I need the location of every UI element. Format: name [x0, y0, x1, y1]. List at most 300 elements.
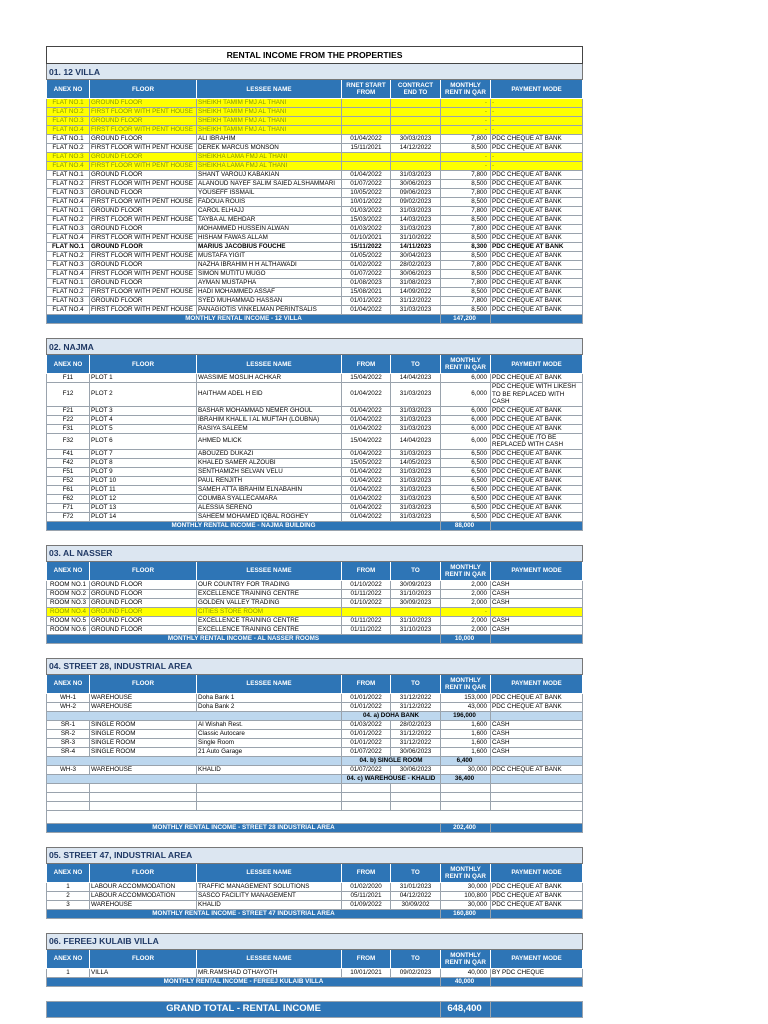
- cell-monthly-rent: 7,800: [441, 135, 491, 144]
- cell-floor: GROUND FLOOR: [90, 589, 197, 598]
- cell-lessee-name: SHEIKHA LAMA FMJ AL THANI: [197, 153, 342, 162]
- cell-floor: PLOT 13: [90, 503, 197, 512]
- column-header-lessee-name: LESSEE NAME: [197, 561, 342, 580]
- cell-from: 15/08/2021: [342, 288, 391, 297]
- cell-lessee-name: FADOUA ROUIS: [197, 198, 342, 207]
- cell-to: 14/05/2023: [391, 458, 441, 467]
- blank-cell: [391, 783, 441, 792]
- table-row: [47, 153, 583, 162]
- cell-from: 01/04/2022: [342, 406, 391, 415]
- cell-lessee-name: ALANOUD NAYEF SALIM SAIED ALSHAMMARI: [197, 180, 342, 189]
- cell-from: 01/11/2022: [342, 589, 391, 598]
- cell-to: 14/03/2023: [391, 216, 441, 225]
- cell-anex-no: FLAT NO.2: [47, 108, 90, 117]
- cell-monthly-rent: 2,000: [441, 589, 491, 598]
- cell-monthly-rent: 8,300: [441, 243, 491, 252]
- table-row: [47, 882, 583, 891]
- cell-anex-no: FLAT NO.2: [47, 180, 90, 189]
- cell-from: 01/02/2020: [342, 882, 391, 891]
- table-row: [47, 598, 583, 607]
- cell-floor: PLOT 9: [90, 467, 197, 476]
- cell-monthly-rent: 8,500: [441, 198, 491, 207]
- cell-lessee-name: Classic Autocare: [197, 729, 342, 738]
- cell-lessee-name: HISHAM FAWAS ALLAM: [197, 234, 342, 243]
- cell-payment-mode: CASH: [491, 720, 583, 729]
- table-row: [47, 234, 583, 243]
- blank-cell: [491, 792, 583, 801]
- cell-floor: FIRST FLOOR WITH PENT HOUSE: [90, 198, 197, 207]
- cell-anex-no: ROOM NO.1: [47, 580, 90, 589]
- cell-lessee-name: Doha Bank 2: [197, 702, 342, 711]
- section-total-label: MONTHLY RENTAL INCOME - NAJMA BUILDING: [47, 521, 441, 530]
- cell-payment-mode: -: [491, 117, 583, 126]
- column-header-anex-no: ANEX NO: [47, 674, 90, 693]
- section-total-empty: [491, 315, 583, 324]
- column-header-anex-no: ANEX NO: [47, 561, 90, 580]
- cell-lessee-name: TAYBA AL MEHDAR: [197, 216, 342, 225]
- cell-payment-mode: PDC CHEQUE AT BANK: [491, 243, 583, 252]
- section-spacer: [47, 643, 583, 658]
- cell-lessee-name: EXCELLENCE TRAINING CENTRE: [197, 616, 342, 625]
- table-row: [47, 415, 583, 424]
- cell-from: 01/01/2022: [342, 693, 391, 702]
- cell-payment-mode: -: [491, 108, 583, 117]
- section-total-empty: [491, 977, 583, 986]
- spacer-cell: [47, 832, 583, 847]
- blank-cell: [197, 801, 342, 810]
- cell-payment-mode: PDC CHEQUE AT BANK: [491, 882, 583, 891]
- cell-floor: PLOT 5: [90, 424, 197, 433]
- subtotal-row: [47, 774, 583, 783]
- cell-floor: WAREHOUSE: [90, 765, 197, 774]
- section-spacer: [47, 324, 583, 339]
- section-total-label: MONTHLY RENTAL INCOME - STREET 47 INDUSTRIAL AREA: [47, 909, 441, 918]
- cell-lessee-name: KHALID: [197, 765, 342, 774]
- grand-total-label: GRAND TOTAL - RENTAL INCOME: [47, 1001, 441, 1017]
- cell-anex-no: F21: [47, 406, 90, 415]
- column-header-row: [47, 561, 583, 580]
- subtotal-label: 04. a) DOHA BANK: [342, 711, 441, 720]
- cell-monthly-rent: 6,000: [441, 415, 491, 424]
- cell-from: [342, 153, 391, 162]
- cell-monthly-rent: 6,500: [441, 494, 491, 503]
- cell-monthly-rent: 6,000: [441, 383, 491, 407]
- cell-from: 10/01/2022: [342, 198, 391, 207]
- title-row: [47, 47, 583, 64]
- cell-floor: PLOT 3: [90, 406, 197, 415]
- table-row: [47, 589, 583, 598]
- cell-lessee-name: IBRAHIM KHALIL I AL MUFTAH (LOUBNA): [197, 415, 342, 424]
- table-row: [47, 424, 583, 433]
- cell-monthly-rent: -: [441, 117, 491, 126]
- cell-from: 01/01/2022: [342, 738, 391, 747]
- column-header-to: CONTRACT END TO: [391, 80, 441, 99]
- subtotal-label: 04. c) WAREHOUSE - KHALID: [342, 774, 441, 783]
- cell-lessee-name: EXCELLENCE TRAINING CENTRE: [197, 589, 342, 598]
- cell-monthly-rent: -: [441, 607, 491, 616]
- spacer-cell: [47, 324, 583, 339]
- cell-payment-mode: PDC CHEQUE AT BANK: [491, 503, 583, 512]
- cell-payment-mode: PDC CHEQUE AT BANK: [491, 252, 583, 261]
- cell-payment-mode: PDC CHEQUE AT BANK: [491, 485, 583, 494]
- blank-cell: [197, 792, 342, 801]
- cell-to: 30/06/2023: [391, 747, 441, 756]
- column-header-anex-no: ANEX NO: [47, 355, 90, 374]
- cell-to: 31/03/2023: [391, 207, 441, 216]
- table-row: [47, 693, 583, 702]
- cell-from: 10/01/2021: [342, 968, 391, 977]
- cell-lessee-name: AHMED MLICK: [197, 433, 342, 449]
- cell-payment-mode: PDC CHEQUE AT BANK: [491, 135, 583, 144]
- cell-anex-no: FLAT NO.1: [47, 99, 90, 108]
- cell-to: 28/02/2023: [391, 261, 441, 270]
- grand-total-row: [47, 1001, 583, 1017]
- section-header: [47, 545, 583, 561]
- column-header-from: FROM: [342, 674, 391, 693]
- cell-payment-mode: PDC CHEQUE AT BANK: [491, 144, 583, 153]
- cell-floor: LABOUR ACCOMMODATION: [90, 882, 197, 891]
- cell-anex-no: FLAT NO.4: [47, 162, 90, 171]
- cell-monthly-rent: 7,800: [441, 279, 491, 288]
- cell-lessee-name: SHANT VAROUJ KABAKIAN: [197, 171, 342, 180]
- table-row: [47, 729, 583, 738]
- column-header-row: [47, 949, 583, 968]
- table-row: [47, 458, 583, 467]
- cell-to: 04/12/2022: [391, 891, 441, 900]
- cell-payment-mode: CASH: [491, 625, 583, 634]
- cell-anex-no: FLAT NO.4: [47, 270, 90, 279]
- cell-from: 01/07/2022: [342, 270, 391, 279]
- cell-to: 14/09/2022: [391, 288, 441, 297]
- cell-monthly-rent: 8,500: [441, 234, 491, 243]
- cell-floor: GROUND FLOOR: [90, 598, 197, 607]
- cell-lessee-name: SHEIKH TAMIM FMJ AL THANI: [197, 117, 342, 126]
- cell-floor: PLOT 6: [90, 433, 197, 449]
- cell-monthly-rent: 6,500: [441, 458, 491, 467]
- blank-cell: [47, 801, 90, 810]
- cell-anex-no: FLAT NO.1: [47, 171, 90, 180]
- cell-floor: PLOT 1: [90, 374, 197, 383]
- cell-floor: GROUND FLOOR: [90, 261, 197, 270]
- table-row: [47, 891, 583, 900]
- cell-anex-no: FLAT NO.1: [47, 279, 90, 288]
- cell-floor: GROUND FLOOR: [90, 243, 197, 252]
- cell-floor: PLOT 11: [90, 485, 197, 494]
- table-row: [47, 162, 583, 171]
- cell-anex-no: F22: [47, 415, 90, 424]
- blank-cell: [441, 783, 491, 792]
- subtotal-spacer: [47, 774, 342, 783]
- cell-to: 09/02/2023: [391, 968, 441, 977]
- cell-from: 01/03/2022: [342, 225, 391, 234]
- cell-anex-no: SR-3: [47, 738, 90, 747]
- cell-from: 01/04/2022: [342, 467, 391, 476]
- table-row: [47, 117, 583, 126]
- cell-from: 10/05/2022: [342, 189, 391, 198]
- cell-monthly-rent: 43,000: [441, 702, 491, 711]
- column-header-row: [47, 80, 583, 99]
- cell-payment-mode: PDC CHEQUE AT BANK: [491, 225, 583, 234]
- section-total-row: [47, 909, 583, 918]
- cell-anex-no: F41: [47, 449, 90, 458]
- cell-floor: GROUND FLOOR: [90, 607, 197, 616]
- cell-payment-mode: PDC CHEQUE WITH LIKESH TO BE REPLACED WITH CASH: [491, 383, 583, 407]
- table-row: [47, 607, 583, 616]
- blank-cell: [441, 801, 491, 810]
- cell-lessee-name: HAITHAM ADEL H EID: [197, 383, 342, 407]
- spacer-cell: [47, 530, 583, 545]
- blank-cell: [47, 792, 90, 801]
- cell-monthly-rent: 6,000: [441, 406, 491, 415]
- cell-payment-mode: CASH: [491, 616, 583, 625]
- cell-lessee-name: SHEIKH TAMIM FMJ AL THANI: [197, 108, 342, 117]
- cell-lessee-name: DEREK MARCUS MONSON: [197, 144, 342, 153]
- cell-payment-mode: PDC CHEQUE AT BANK: [491, 424, 583, 433]
- cell-lessee-name: MOHAMMED HUSSEIN ALWAN: [197, 225, 342, 234]
- section-total-empty: [491, 521, 583, 530]
- cell-lessee-name: SENTHAMIZH SELVAN VELU: [197, 467, 342, 476]
- cell-lessee-name: BASHAR MOHAMMAD NEMER GHOUL: [197, 406, 342, 415]
- rental-income-sheet: [46, 46, 582, 1018]
- spacer-cell: [47, 986, 583, 1001]
- cell-monthly-rent: 2,000: [441, 580, 491, 589]
- cell-anex-no: ROOM NO.3: [47, 598, 90, 607]
- table-row: [47, 243, 583, 252]
- section-total-row: [47, 977, 583, 986]
- table-row: [47, 406, 583, 415]
- cell-to: 31/12/2022: [391, 297, 441, 306]
- cell-anex-no: 3: [47, 900, 90, 909]
- cell-monthly-rent: 6,500: [441, 467, 491, 476]
- cell-to: 31/01/2023: [391, 882, 441, 891]
- section-spacer: [47, 918, 583, 933]
- cell-from: 15/04/2022: [342, 433, 391, 449]
- table-row: [47, 467, 583, 476]
- cell-anex-no: F52: [47, 476, 90, 485]
- cell-to: [391, 108, 441, 117]
- cell-monthly-rent: 8,500: [441, 270, 491, 279]
- cell-payment-mode: CASH: [491, 747, 583, 756]
- cell-from: [342, 117, 391, 126]
- cell-monthly-rent: 8,500: [441, 306, 491, 315]
- cell-from: 01/04/2022: [342, 494, 391, 503]
- cell-to: 31/03/2023: [391, 383, 441, 407]
- cell-lessee-name: SHEIKH TAMIM FMJ AL THANI: [197, 126, 342, 135]
- table-row: [47, 720, 583, 729]
- table-row: [47, 180, 583, 189]
- cell-to: 31/10/2023: [391, 589, 441, 598]
- cell-payment-mode: PDC CHEQUE AT BANK: [491, 406, 583, 415]
- subtotal-spacer: [47, 756, 342, 765]
- cell-floor: SINGLE ROOM: [90, 738, 197, 747]
- table-row: [47, 738, 583, 747]
- cell-anex-no: WH-1: [47, 693, 90, 702]
- section-total-row: [47, 634, 583, 643]
- cell-anex-no: SR-2: [47, 729, 90, 738]
- cell-to: 31/03/2023: [391, 406, 441, 415]
- cell-lessee-name: YOUSEFF ISSMAIL: [197, 189, 342, 198]
- cell-floor: GROUND FLOOR: [90, 625, 197, 634]
- cell-payment-mode: PDC CHEQUE AT BANK: [491, 270, 583, 279]
- cell-to: 14/04/2023: [391, 433, 441, 449]
- cell-to: 31/03/2023: [391, 225, 441, 234]
- cell-from: 01/04/2022: [342, 415, 391, 424]
- cell-payment-mode: -: [491, 153, 583, 162]
- cell-payment-mode: PDC CHEQUE AT BANK: [491, 467, 583, 476]
- cell-anex-no: ROOM NO.5: [47, 616, 90, 625]
- column-header-to: TO: [391, 355, 441, 374]
- cell-to: 31/12/2022: [391, 693, 441, 702]
- blank-cell: [391, 792, 441, 801]
- blank-cell: [342, 792, 391, 801]
- subtotal-empty: [491, 774, 583, 783]
- cell-monthly-rent: 30,000: [441, 900, 491, 909]
- cell-floor: PLOT 2: [90, 383, 197, 407]
- column-header-monthly-rent: MONTHLY RENT IN QAR: [441, 949, 491, 968]
- cell-monthly-rent: -: [441, 162, 491, 171]
- cell-lessee-name: EXCELLENCE TRAINING CENTRE: [197, 625, 342, 634]
- cell-monthly-rent: -: [441, 126, 491, 135]
- cell-to: 09/02/2023: [391, 198, 441, 207]
- table-row: [47, 702, 583, 711]
- cell-to: 14/04/2023: [391, 374, 441, 383]
- section-total-value: 147,200: [441, 315, 491, 324]
- column-header-payment-mode: PAYMENT MODE: [491, 355, 583, 374]
- cell-anex-no: ROOM NO.6: [47, 625, 90, 634]
- cell-lessee-name: SYED MUHAMMAD HASSAN: [197, 297, 342, 306]
- cell-monthly-rent: 6,500: [441, 503, 491, 512]
- cell-floor: GROUND FLOOR: [90, 153, 197, 162]
- cell-from: 01/10/2022: [342, 598, 391, 607]
- cell-to: 31/10/2023: [391, 625, 441, 634]
- column-header-monthly-rent: MONTHLY RENT IN QAR: [441, 355, 491, 374]
- cell-from: 01/04/2022: [342, 171, 391, 180]
- cell-from: 01/09/2022: [342, 900, 391, 909]
- section-total-label: MONTHLY RENTAL INCOME - FEREEJ KULAIB VILLA: [47, 977, 441, 986]
- cell-from: [342, 99, 391, 108]
- cell-payment-mode: PDC CHEQUE AT BANK: [491, 216, 583, 225]
- cell-anex-no: WH-2: [47, 702, 90, 711]
- cell-to: 14/11/2023: [391, 243, 441, 252]
- cell-anex-no: FLAT NO.3: [47, 297, 90, 306]
- section-total-value: 10,000: [441, 634, 491, 643]
- section-title: 05. STREET 47, INDUSTRIAL AREA: [47, 847, 583, 863]
- cell-anex-no: FLAT NO.4: [47, 306, 90, 315]
- cell-payment-mode: PDC CHEQUE AT BANK: [491, 261, 583, 270]
- table-row: [47, 279, 583, 288]
- page-title: RENTAL INCOME FROM THE PROPERTIES: [47, 47, 583, 64]
- cell-lessee-name: OUR COUNTRY FOR TRADING: [197, 580, 342, 589]
- cell-from: 01/04/2022: [342, 424, 391, 433]
- cell-to: 28/02/2023: [391, 720, 441, 729]
- cell-monthly-rent: 8,500: [441, 288, 491, 297]
- cell-payment-mode: CASH: [491, 729, 583, 738]
- table-row: [47, 900, 583, 909]
- column-header-payment-mode: PAYMENT MODE: [491, 674, 583, 693]
- cell-from: 01/07/2022: [342, 747, 391, 756]
- subtotal-spacer: [47, 711, 342, 720]
- cell-from: 15/11/2022: [342, 243, 391, 252]
- cell-monthly-rent: 30,000: [441, 765, 491, 774]
- cell-anex-no: F51: [47, 467, 90, 476]
- cell-floor: WAREHOUSE: [90, 900, 197, 909]
- section-header: [47, 847, 583, 863]
- column-header-to: TO: [391, 863, 441, 882]
- cell-payment-mode: PDC CHEQUE AT BANK: [491, 288, 583, 297]
- section-total-empty: [491, 909, 583, 918]
- cell-lessee-name: KHALID: [197, 900, 342, 909]
- cell-floor: GROUND FLOOR: [90, 207, 197, 216]
- column-header-monthly-rent: MONTHLY RENT IN QAR: [441, 561, 491, 580]
- cell-anex-no: FLAT NO.2: [47, 252, 90, 261]
- section-header: [47, 658, 583, 674]
- cell-payment-mode: PDC CHEQUE AT BANK: [491, 702, 583, 711]
- section-total-empty: [491, 823, 583, 832]
- cell-from: 01/01/2022: [342, 297, 391, 306]
- section-header: [47, 64, 583, 80]
- cell-payment-mode: PDC CHEQUE AT BANK: [491, 891, 583, 900]
- cell-anex-no: F72: [47, 512, 90, 521]
- cell-lessee-name: COUMBA SYALLECAMARA: [197, 494, 342, 503]
- cell-to: 31/10/2022: [391, 234, 441, 243]
- table-row: [47, 485, 583, 494]
- cell-lessee-name: HADI MOHAMMED ASSAF: [197, 288, 342, 297]
- cell-lessee-name: GOLDEN VALLEY TRADING: [197, 598, 342, 607]
- cell-payment-mode: PDC CHEQUE AT BANK: [491, 449, 583, 458]
- table-row: [47, 288, 583, 297]
- table-row: [47, 503, 583, 512]
- blank-cell: [391, 801, 441, 810]
- section-title: 06. FEREEJ KULAIB VILLA: [47, 933, 583, 949]
- cell-floor: LABOUR ACCOMMODATION: [90, 891, 197, 900]
- cell-floor: SINGLE ROOM: [90, 747, 197, 756]
- table-row: [47, 616, 583, 625]
- cell-from: 01/04/2022: [342, 512, 391, 521]
- cell-anex-no: FLAT NO.2: [47, 288, 90, 297]
- blank-cell: [47, 783, 90, 792]
- cell-lessee-name: Single Room: [197, 738, 342, 747]
- table-row: [47, 625, 583, 634]
- grand-total-empty: [491, 1001, 583, 1017]
- section-total-row: [47, 315, 583, 324]
- cell-from: [342, 607, 391, 616]
- cell-lessee-name: ALESSIA SERENO: [197, 503, 342, 512]
- cell-payment-mode: CASH: [491, 580, 583, 589]
- table-row: [47, 261, 583, 270]
- column-header-to: TO: [391, 674, 441, 693]
- cell-from: 15/03/2022: [342, 216, 391, 225]
- cell-floor: PLOT 14: [90, 512, 197, 521]
- cell-to: 30/03/2023: [391, 135, 441, 144]
- cell-lessee-name: RASIYA SALEEM: [197, 424, 342, 433]
- cell-anex-no: F62: [47, 494, 90, 503]
- cell-from: 15/05/2022: [342, 458, 391, 467]
- cell-to: 31/03/2023: [391, 512, 441, 521]
- cell-to: 30/06/2023: [391, 180, 441, 189]
- section-title: 03. AL NASSER: [47, 545, 583, 561]
- cell-floor: FIRST FLOOR WITH PENT HOUSE: [90, 108, 197, 117]
- blank-cell: [342, 783, 391, 792]
- cell-anex-no: FLAT NO.1: [47, 243, 90, 252]
- blank-cell: [90, 801, 197, 810]
- cell-from: 01/07/2022: [342, 180, 391, 189]
- column-header-floor: FLOOR: [90, 561, 197, 580]
- cell-monthly-rent: 1,600: [441, 720, 491, 729]
- cell-payment-mode: PDC CHEQUE AT BANK: [491, 207, 583, 216]
- section-title: 02. NAJMA: [47, 339, 583, 355]
- cell-floor: FIRST FLOOR WITH PENT HOUSE: [90, 306, 197, 315]
- cell-payment-mode: BY PDC CHEQUE: [491, 968, 583, 977]
